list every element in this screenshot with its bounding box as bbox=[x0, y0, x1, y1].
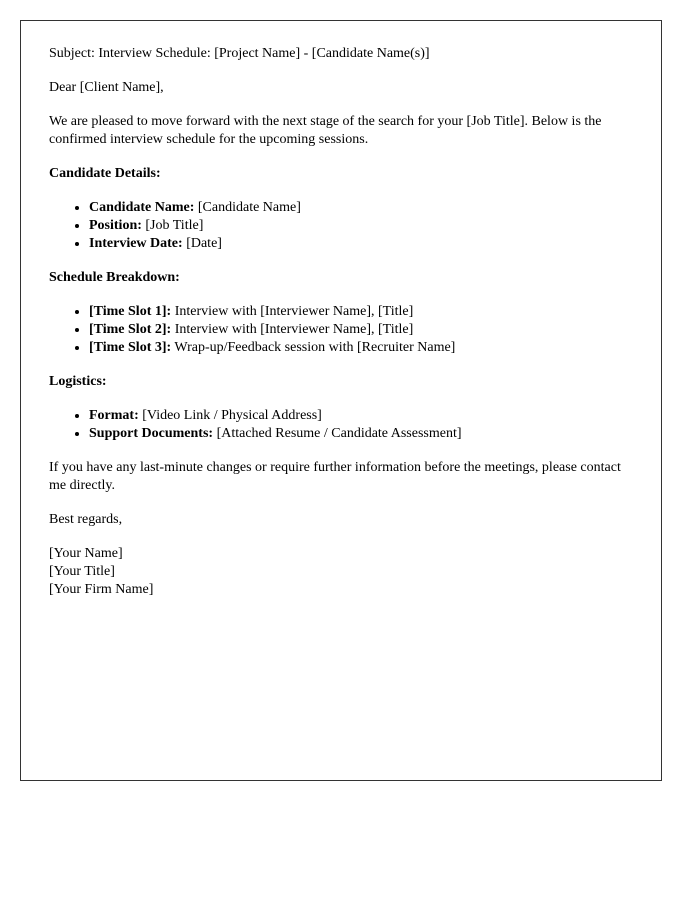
signature-title: [Your Title] bbox=[49, 564, 115, 579]
list-item-time-slot-3 bbox=[89, 339, 633, 357]
list-item-label: [Time Slot 1]: bbox=[89, 304, 172, 319]
list-item-support-documents bbox=[89, 425, 633, 443]
list-item-text: [Job Title] bbox=[141, 218, 204, 233]
signature-block bbox=[49, 545, 633, 599]
list-item-label: [Time Slot 3]: bbox=[89, 340, 172, 355]
list-item-label: Format: bbox=[89, 408, 139, 423]
list-item-label: Candidate Name: bbox=[89, 200, 195, 215]
list-item-label: Position: bbox=[89, 218, 142, 233]
list-item-text: Interview with [Interviewer Name], [Title] bbox=[171, 304, 414, 319]
subject-line: Subject: Interview Schedule: [Project Name] - [Candidate Name(s)] bbox=[49, 46, 430, 61]
list-item-format bbox=[89, 407, 633, 425]
logistics-list bbox=[49, 407, 633, 443]
list-item-label: Support Documents: bbox=[89, 426, 214, 441]
section-heading-schedule-breakdown: Schedule Breakdown: bbox=[49, 270, 180, 285]
list-item-text: [Attached Resume / Candidate Assessment] bbox=[213, 426, 462, 441]
list-item-time-slot-2 bbox=[89, 321, 633, 339]
schedule-breakdown-list bbox=[49, 303, 633, 357]
list-item-text: Interview with [Interviewer Name], [Title] bbox=[171, 322, 414, 337]
section-heading-candidate-details: Candidate Details: bbox=[49, 166, 161, 181]
closing-paragraph: If you have any last-minute changes or require further information before the meetings, please contact me directly. bbox=[49, 460, 621, 493]
list-item-label: Interview Date: bbox=[89, 236, 183, 251]
letter-container bbox=[20, 20, 662, 781]
signature-firm: [Your Firm Name] bbox=[49, 582, 154, 597]
candidate-details-list bbox=[49, 199, 633, 253]
signature-name: [Your Name] bbox=[49, 546, 123, 561]
list-item-text: Wrap-up/Feedback session with [Recruiter Name] bbox=[171, 340, 456, 355]
list-item-interview-date bbox=[89, 235, 633, 253]
list-item-candidate-name bbox=[89, 199, 633, 217]
list-item-text: [Candidate Name] bbox=[194, 200, 301, 215]
sign-off: Best regards, bbox=[49, 512, 123, 527]
list-item-position bbox=[89, 217, 633, 235]
list-item-text: [Date] bbox=[182, 236, 222, 251]
list-item-time-slot-1 bbox=[89, 303, 633, 321]
list-item-label: [Time Slot 2]: bbox=[89, 322, 172, 337]
list-item-text: [Video Link / Physical Address] bbox=[138, 408, 322, 423]
greeting: Dear [Client Name], bbox=[49, 80, 164, 95]
intro-paragraph: We are pleased to move forward with the next stage of the search for your [Job Title]. Below is the confirmed interview schedule for the upcoming sessions. bbox=[49, 114, 602, 147]
section-heading-logistics: Logistics: bbox=[49, 374, 107, 389]
